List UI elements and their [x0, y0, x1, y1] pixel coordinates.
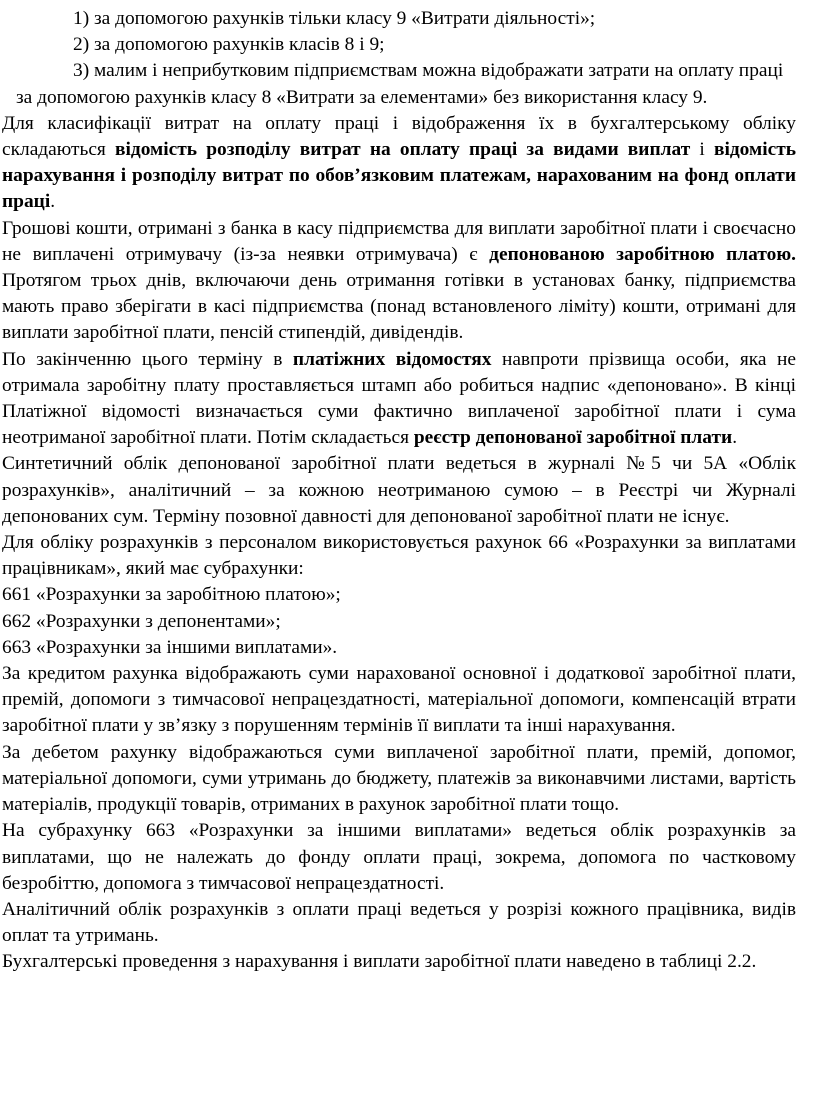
paragraph-debit: За дебетом рахунку відображаються суми виплаченої заробітної плати, премій, допомог, матеріальної допомоги, суми утримань до бюджету, платежів за виконавчими листами, вартість матеріалів, продукції товарів, отриманих в рахунок заробітної плати тощо. — [2, 741, 796, 816]
paragraph-analytical: Аналітичний облік розрахунків з оплати праці ведеться у розрізі кожного працівника, видів оплат та утримань. — [2, 898, 796, 947]
paragraph-synthetic-accounting: Синтетичний облік депонованої заробітної плати ведеться в журналі №5 чи 5А «Облік розрахунків», аналітичний – за кожною неотриманою сумою – в Реєстрі чи Журналі депонованих сум. Терміну позовної давності для депонованої заробітної плати не існує. — [2, 453, 796, 527]
bold-term: платіжних відомостях — [292, 348, 492, 370]
bold-term: відомість розподілу витрат на оплату праці за видами виплат — [115, 139, 691, 161]
bold-term: депонованою заробітною платою. — [489, 243, 796, 265]
subaccount-663: 663 «Розрахунки за іншими виплатами». — [2, 636, 338, 658]
list-item-3: 3) малим і неприбутковим підприємствам можна відображати затрати на оплату праці за допомогою рахунків класу 8 «Витрати за елементами» без використання класу 9. — [16, 60, 784, 108]
paragraph-classification: Для класифікації витрат на оплату праці і відображення їх в бухгалтерському обліку складаються відомість розподілу витрат на оплату праці за видами виплат і відомість нарахування і розподілу витрат по обов’язковим платежам, нарахованим на фонд оплати праці. — [2, 112, 796, 213]
paragraph-deposited-pay: Грошові кошти, отримані з банка в касу підприємства для виплати заробітної плати і своєчасно не виплачені отримувачу (із-за неявки отримувача) є депонованою заробітною платою. Протягом трьох днів, включаючи день отримання готівки в установах банку, підприємства мають право зберігати в касі підприємства (понад встановленого ліміту) кошти, отримані для виплати заробітної плати, пенсій стипендій, дивідендів. — [2, 217, 796, 344]
list-item-1: 1) за допомогою рахунків тільки класу 9 «Витрати діяльності»; — [73, 8, 596, 29]
paragraph-account-66: Для обліку розрахунків з персоналом використовується рахунок 66 «Розрахунки за виплатами працівникам», який має субрахунки: — [2, 532, 796, 580]
bold-term: відомість нарахування і розподілу витрат по обов’язковим платежам, нарахованим на фонд оплати праці — [2, 139, 796, 213]
paragraph-payment-sheets: По закінченню цього терміну в платіжних відомостях навпроти прізвища особи, яка не отримала заробітну плату проставляється штамп або робиться надпис «депоновано». В кінці Платіжної відомості визначається суми фактично виплаченої заробітної плати і сума неотриманої заробітної плати. Потім складається реєстр депонованої заробітної плати. — [2, 348, 797, 449]
list-item-2: 2) за допомогою рахунків класів 8 і 9; — [73, 34, 385, 56]
subaccount-662: 662 «Розрахунки з депонентами»; — [2, 610, 281, 632]
paragraph-entries: Бухгалтерські проведення з нарахування і виплати заробітної плати наведено в таблиці 2.2. — [2, 951, 757, 973]
paragraph-subaccount-663: На субрахунку 663 «Розрахунки за іншими виплатами» ведеться облік розрахунків за виплатами, що не належать до фонду оплати праці, зокрема, допомога по частковому безробіттю, допомога з тимчасової непрацездатності. — [2, 820, 796, 894]
subaccount-661: 661 «Розрахунки за заробітною платою»; — [2, 584, 341, 606]
bold-term: реєстр депонованої заробітної плати — [413, 427, 733, 449]
paragraph-credit: За кредитом рахунка відображають суми нарахованої основної і додаткової заробітної плати, премій, допомоги з тимчасової непрацездатності, матеріальної допомоги, компенсацій втрати заробітної плати у зв’язку з порушенням термінів її виплати та інші нарахування. — [2, 663, 796, 737]
